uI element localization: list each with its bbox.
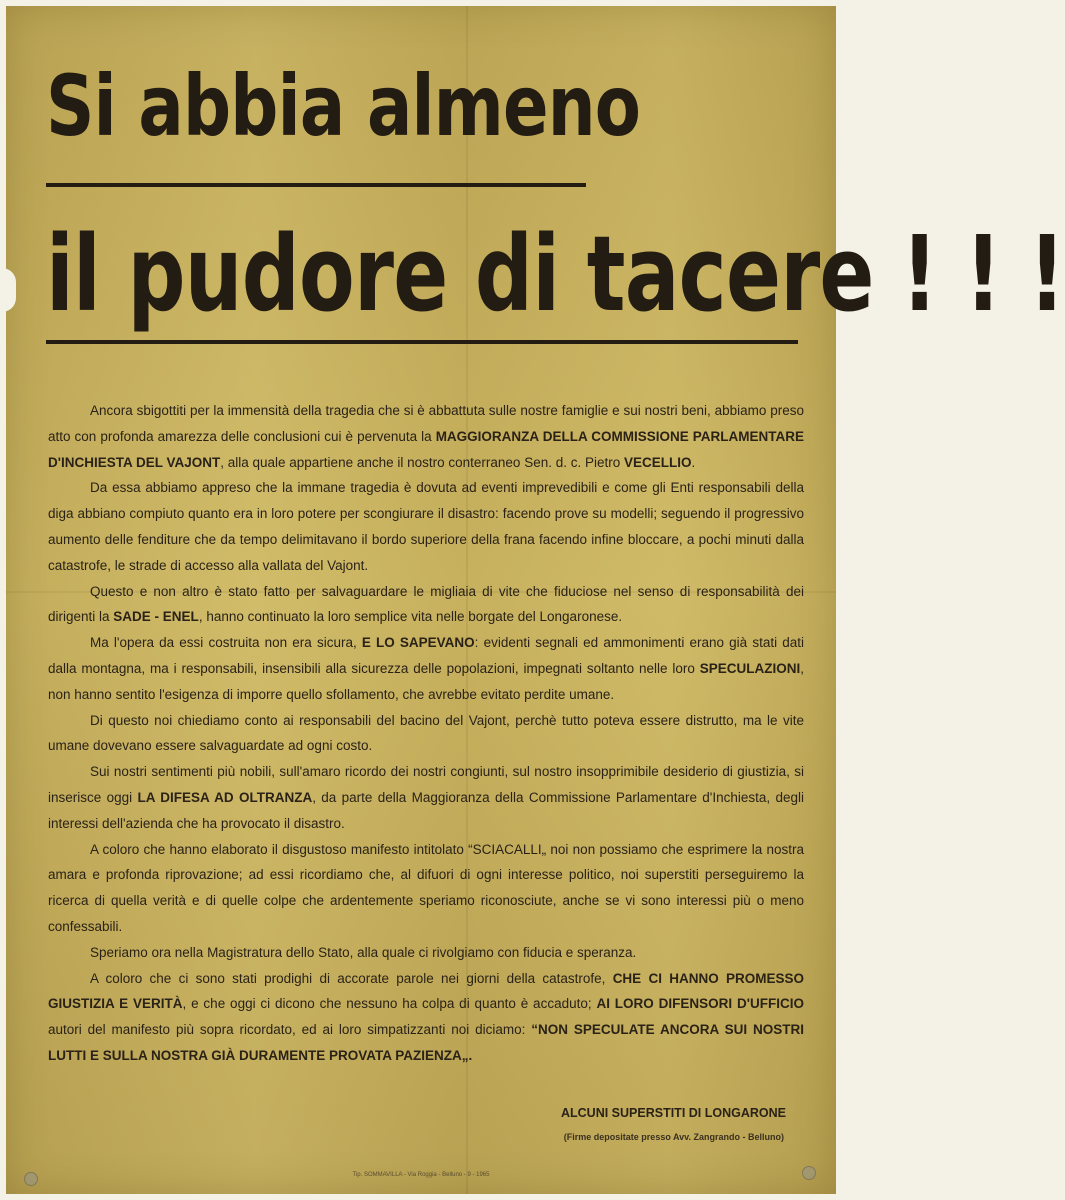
headline-line-2: il pudore di tacere ! ! ! — [46, 213, 1065, 335]
headline-underline-2 — [46, 340, 798, 344]
body-text — [48, 398, 804, 1069]
paragraph-text: Di questo noi chiediamo conto ai responsabili del bacino del Vajont, perchè tutto poteva essere distrutto, ma le vite umane dovevano essere salvaguardate ad ogni costo. — [48, 712, 804, 754]
paper-tear — [0, 268, 16, 312]
paragraph-text: , non hanno sentito l'esigenza di imporre quello sfollamento, che avrebbe evitato perdite umane. — [48, 660, 804, 702]
paragraph-text: A coloro che hanno elaborato il disgustoso manifesto intitolato “SCIACALLI„ noi non possiamo che esprimere la nostra amara e profonda riprovazione; ad essi ricordiamo che, al difuori di ogni interesse politico, noi superstiti perseguiremo la ricerca di quella verità e di quelle colpe che ardentemente speriamo riconosciute, anche se vi sono interessi più o meno confessabili. — [48, 841, 804, 934]
thumbtack-icon — [802, 1166, 816, 1180]
body-paragraph — [48, 759, 804, 836]
emphasis-text: CHE CI HANNO PROMESSO GIUSTIZIA E VERITÀ — [48, 970, 804, 1012]
paragraph-text: : evidenti segnali ed ammonimenti erano già stati dati dalla montagna, ma i responsabili, insensibili alla sicurezza delle popolazioni, impegnati soltanto nelle loro — [48, 635, 804, 676]
emphasis-text: AI LORO DIFENSORI D'UFFICIO — [596, 996, 804, 1012]
body-paragraph — [48, 966, 804, 1069]
emphasis-text: LA DIFESA AD OLTRANZA — [137, 789, 313, 805]
paragraph-text: Da essa abbiamo appreso che la immane tragedia è dovuta ad eventi imprevedibili e come gli Enti responsabili della diga abbiano compiuto quanto era in loro potere per scongiurare il disastro: facendo prove su modelli; seguendo il progressivo aumento delle fenditure che da tempo delimitavano il bordo superiore della frana facendo infine bloccare, a pochi minuti dalla catastrofe, le strade di accesso alla vallata del Vajont. — [48, 480, 804, 573]
paragraph-text: , da parte della Maggioranza della Commissione Parlamentare d'Inchiesta, degli interessi dell'azienda che ha provocato il disastro. — [48, 789, 805, 831]
paragraph-text: , hanno continuato la loro semplice vita nelle borgate del Longaronese. — [198, 609, 623, 625]
body-paragraph — [48, 837, 804, 940]
paragraph-text: autori del manifesto più sopra ricordato, ed ai loro simpatizzanti noi diciamo: — [48, 1022, 532, 1038]
body-paragraph — [48, 579, 804, 631]
paragraph-text: , e che oggi ci dicono che nessuno ha colpa di quanto è accaduto; — [182, 996, 597, 1012]
body-paragraph — [48, 475, 804, 578]
paragraph-text: , alla quale appartiene anche il nostro conterraneo Sen. d. c. Pietro — [220, 454, 624, 470]
headline-underline-1 — [46, 183, 586, 187]
signature-name: ALCUNI SUPERSTITI DI LONGARONE — [560, 1106, 786, 1120]
paragraph-text: Sui nostri sentimenti più nobili, sull'amaro ricordo dei nostri congiunti, sul nostro insopprimibile desiderio di giustizia, si inserisce oggi — [48, 764, 804, 805]
emphasis-text: “NON SPECULATE ANCORA SUI NOSTRI LUTTI E SULLA NOSTRA GIÀ DURAMENTE PROVATA PAZIENZA„. — [48, 1022, 804, 1063]
paragraph-text: A coloro che ci sono stati prodighi di accorate parole nei giorni della catastrofe, — [90, 970, 613, 986]
emphasis-text: SADE - ENEL — [113, 609, 199, 625]
paragraph-text: Ma l'opera da essi costruita non era sicura, — [90, 635, 362, 651]
paragraph-text: . — [691, 454, 696, 470]
emphasis-text: SPECULAZIONI — [699, 660, 801, 676]
signature-note: (Firme depositate presso Avv. Zangrando - Belluno) — [563, 1132, 784, 1142]
emphasis-text: E LO SAPEVANO — [361, 635, 475, 651]
thumbtack-icon — [24, 1172, 38, 1186]
body-paragraph — [48, 398, 804, 475]
body-paragraph — [48, 940, 804, 966]
printer-line: Tip. SOMMAVILLA - Via Roggia - Belluno - 9 - 1965 — [352, 1172, 490, 1178]
emphasis-text: MAGGIORANZA DELLA COMMISSIONE PARLAMENTARE D'INCHIESTA DEL VAJONT — [48, 428, 804, 470]
paragraph-text: Ancora sbigottiti per la immensità della tragedia che si è abbattuta sulle nostre famiglie e sui nostri beni, abbiamo preso atto con profonda amarezza delle conclusioni cui è pervenuta la — [48, 403, 804, 444]
body-paragraph — [48, 630, 804, 707]
emphasis-text: VECELLIO — [624, 454, 692, 470]
paragraph-text: Speriamo ora nella Magistratura dello Stato, alla quale ci rivolgiamo con fiducia e speranza. — [90, 944, 637, 960]
headline-line-1: Si abbia almeno — [46, 57, 641, 155]
paragraph-text: Questo e non altro è stato fatto per salvaguardare le migliaia di vite che fiduciose nel senso di responsabilità dei dirigenti la — [48, 583, 804, 625]
body-paragraph — [48, 708, 804, 760]
poster — [6, 6, 1065, 1194]
